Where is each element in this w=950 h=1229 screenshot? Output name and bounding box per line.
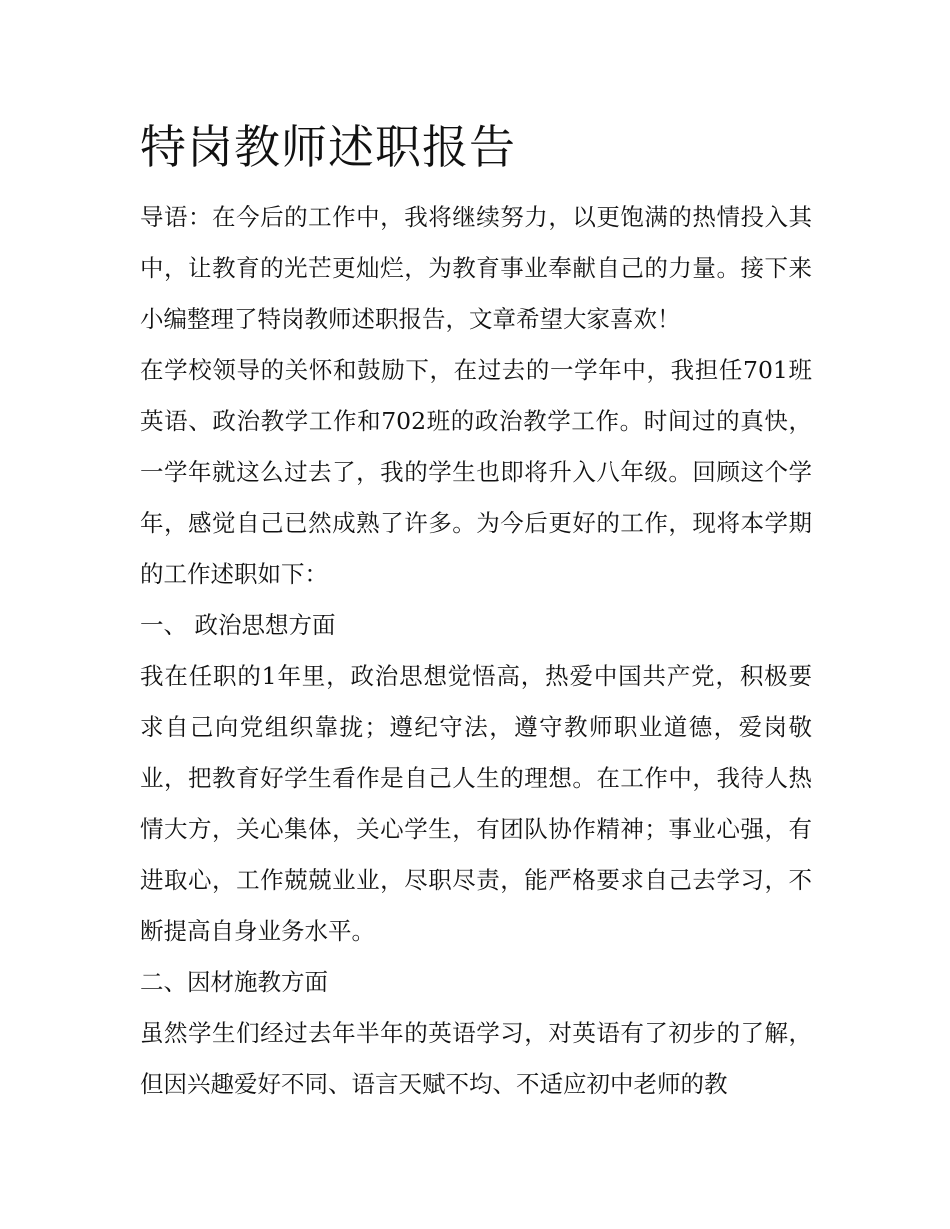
body-paragraph: 我在任职的1年里，政治思想觉悟高，热爱中国共产党，积极要求自己向党组织靠拢；遵纪守法，遵守教师职业道德，爱岗敬业，把教育好学生看作是自己人生的理想。在工作中，我待人热情大方，关心集体，关心学生，有团队协作精神；事业心强，有进取心，工作兢兢业业，尽职尽责，能严格要求自己去学习，不断提高自身业务水平。 <box>140 662 812 945</box>
section-heading-politics: 一、 政治思想方面 <box>140 611 336 639</box>
intro-paragraph: 导语：在今后的工作中，我将继续努力，以更饱满的热情投入其中，让教育的光芒更灿烂，为教育事业奉献自己的力量。接下来小编整理了特岗教师述职报告，文章希望大家喜欢！ <box>140 203 812 333</box>
document-title: 特岗教师述职报告 <box>140 120 516 174</box>
body-paragraph: 在学校领导的关怀和鼓励下，在过去的一学年中，我担任701班英语、政治教学工作和702班的政治教学工作。时间过的真快，一学年就这么过去了，我的学生也即将升入八年级。回顾这个学年，感觉自己已然成熟了许多。为今后更好的工作，现将本学期的工作述职如下： <box>140 356 812 588</box>
body-paragraph: 虽然学生们经过去年半年的英语学习，对英语有了初步的了解，但因兴趣爱好不同、语言天赋不均、不适应初中老师的教 <box>140 1019 812 1098</box>
section-heading-teaching: 二、因材施教方面 <box>140 968 328 996</box>
document-page <box>140 112 812 1110</box>
